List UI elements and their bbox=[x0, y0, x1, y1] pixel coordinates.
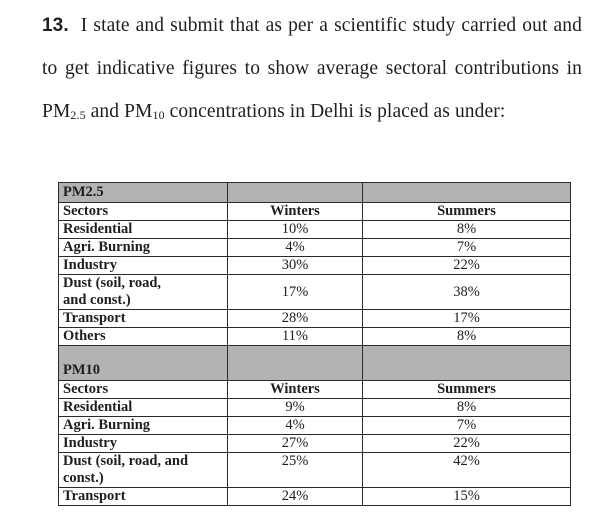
table-row bbox=[59, 239, 571, 257]
winters-cell: 27% bbox=[228, 435, 363, 453]
sector-cell: Industry bbox=[59, 257, 228, 275]
paragraph-text-part3: concentrations in Delhi is placed as under: bbox=[164, 101, 506, 122]
winters-cell: 25% bbox=[228, 453, 363, 488]
winters-cell: 4% bbox=[228, 417, 363, 435]
sector-cell: Transport bbox=[59, 310, 228, 328]
table-row bbox=[59, 453, 571, 488]
sectoral-contribution-table bbox=[58, 182, 571, 506]
summers-cell: 8% bbox=[363, 221, 571, 239]
sector-cell: Residential bbox=[59, 399, 228, 417]
table-row bbox=[59, 275, 571, 310]
summers-cell: 7% bbox=[363, 239, 571, 257]
summers-cell: 42% bbox=[363, 453, 571, 488]
pm10-group-header bbox=[59, 346, 571, 381]
pm10-title: PM10 bbox=[59, 346, 228, 381]
winters-cell: 17% bbox=[228, 275, 363, 310]
sector-cell: Dust (soil, road, and const.) bbox=[59, 275, 228, 310]
winters-cell: 11% bbox=[228, 328, 363, 346]
summers-cell: 22% bbox=[363, 435, 571, 453]
pm10-title-blank bbox=[228, 346, 363, 381]
sector-cell: Transport bbox=[59, 488, 228, 506]
pm25-subscript: 2.5 bbox=[70, 108, 86, 122]
pm25-header-summers: Summers bbox=[363, 203, 571, 221]
sector-cell: Agri. Burning bbox=[59, 239, 228, 257]
table-row bbox=[59, 399, 571, 417]
pm25-header-sectors: Sectors bbox=[59, 203, 228, 221]
winters-cell: 9% bbox=[228, 399, 363, 417]
table-row bbox=[59, 328, 571, 346]
paragraph-number: 13. bbox=[42, 15, 69, 36]
paragraph-13 bbox=[42, 4, 582, 133]
pm10-column-header bbox=[59, 381, 571, 399]
sector-cell: Industry bbox=[59, 435, 228, 453]
pm25-column-header bbox=[59, 203, 571, 221]
table-row bbox=[59, 257, 571, 275]
summers-cell: 7% bbox=[363, 417, 571, 435]
summers-cell: 8% bbox=[363, 328, 571, 346]
winters-cell: 28% bbox=[228, 310, 363, 328]
sector-cell: Residential bbox=[59, 221, 228, 239]
table-row bbox=[59, 435, 571, 453]
summers-cell: 22% bbox=[363, 257, 571, 275]
summers-cell: 38% bbox=[363, 275, 571, 310]
table-row bbox=[59, 310, 571, 328]
pm10-subscript: 10 bbox=[152, 108, 165, 122]
paragraph-text-part1: I state and submit that as per a scientific study carried out and to get indicative figures to show average sectoral contributions in PM bbox=[42, 15, 582, 122]
winters-cell: 30% bbox=[228, 257, 363, 275]
pm10-header-summers: Summers bbox=[363, 381, 571, 399]
pm10-title-blank bbox=[363, 346, 571, 381]
pm10-header-sectors: Sectors bbox=[59, 381, 228, 399]
pm25-header-winters: Winters bbox=[228, 203, 363, 221]
sector-cell: Others bbox=[59, 328, 228, 346]
sector-cell: Agri. Burning bbox=[59, 417, 228, 435]
winters-cell: 24% bbox=[228, 488, 363, 506]
pm25-title-blank bbox=[363, 183, 571, 203]
sector-cell: Dust (soil, road, and const.) bbox=[59, 453, 228, 488]
pm25-title: PM2.5 bbox=[59, 183, 228, 203]
pm25-group-header bbox=[59, 183, 571, 203]
table-row bbox=[59, 221, 571, 239]
pm25-title-blank bbox=[228, 183, 363, 203]
table-row bbox=[59, 417, 571, 435]
paragraph-text-part2: and PM bbox=[85, 101, 153, 122]
summers-cell: 15% bbox=[363, 488, 571, 506]
summers-cell: 17% bbox=[363, 310, 571, 328]
pm10-header-winters: Winters bbox=[228, 381, 363, 399]
summers-cell: 8% bbox=[363, 399, 571, 417]
winters-cell: 10% bbox=[228, 221, 363, 239]
table-row bbox=[59, 488, 571, 506]
winters-cell: 4% bbox=[228, 239, 363, 257]
